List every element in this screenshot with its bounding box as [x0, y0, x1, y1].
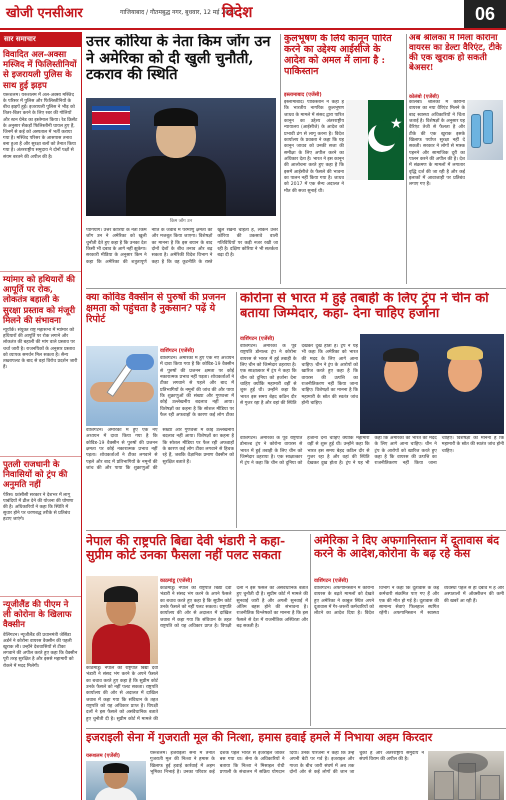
- row-divider: [86, 728, 506, 729]
- dateline: गाजियाबाद / गौतमबुद्ध नगर, बुधवार, 12 मई 2021: [120, 9, 237, 16]
- article-pakistan-body: इस्लामाबाद। पाकिस्तान ने कहा है कि भारतीय नागरिक कुलभूषण जाधव के मामले में संसद द्वारा पारित कानून का उद्देश्य अंतरराष्ट्रीय न्यायालय (आईसीजे) के आदेश को प्रभावी ढंग से लागू करना है। विदेश कार्यालय के प्रवक्ता ने कहा कि यह कानून जाधव को उनकी सजा की समीक्षा के लिए अपील करने का अधिकार देता है। भारत ने इस कानून की आलोचना करते हुए कहा है कि इसमें आईसीजे के फैसले की भावना का पालन नहीं किया गया है। जाधव को 2017 में एक सैन्य अदालत ने मौत की सजा सुनाई थी।: [284, 100, 344, 194]
- star-icon: ★: [390, 116, 403, 132]
- column-divider: [310, 534, 311, 726]
- article-trump-body: वाशिंगटन। अमेरिका के पूर्व राष्ट्रपति डोनाल्ड ट्रंप ने कोरोना वायरस से भारत में हुई तबाही के लिए चीन को जिम्मेदार ठहराया है। एक साक्षात्कार में ट्रंप ने कहा कि चीन को दुनिया को हर्जाना देना चाहिए क्योंकि महामारी वहीं से शुरू हुई थी। उन्होंने कहा कि भारत इस समय बेहद कठिन दौर से गुजर रहा है और वहां की स्थिति देखकर दुख होता है। ट्रंप ने यह भी कहा कि अमेरिका को भारत की मदद के लिए आगे आना चाहिए। चीन ने ट्रंप के आरोपों को खारिज करते हुए कहा है कि वायरस की उत्पत्ति का राजनीतिकरण नहीं किया जाना चाहिए। विशेषज्ञों का मानना है कि महामारी के स्रोत की स्वतंत्र जांच होनी चाहिए।: [240, 436, 504, 467]
- article-vaccine-body-top: वाशिंगटन। अमेरिका में हुए एक नए अध्ययन में दावा किया गया है कि कोविड-19 वैक्सीन से पुरुषों की प्रजनन क्षमता पर कोई नकारात्मक प्रभाव नहीं पड़ता। शोधकर्ताओं ने टीका लगवाने से पहले और बाद में प्रतिभागियों के नमूनों की जांच की और पाया कि शुक्राणुओं की संख्या और गुणवत्ता में कोई उल्लेखनीय बदलाव नहीं आया। विशेषज्ञों का कहना है कि सोशल मीडिया पर फैल रही अफवाहों के कारण कई लोग टीका: [160, 356, 234, 418]
- article-vaccine-body: वाशिंगटन। अमेरिका में हुए एक नए अध्ययन में दावा किया गया है कि कोविड-19 वैक्सीन से पुरुषों की प्रजनन क्षमता पर कोई नकारात्मक प्रभाव नहीं पड़ता। शोधकर्ताओं ने टीका लगवाने से पहले और बाद में प्रतिभागियों के नमूनों की जांच की और पाया कि शुक्राणुओं की संख्या और गुणवत्ता में कोई उल्लेखनीय बदलाव नहीं आया। विशेषज्ञों का कहना है कि सोशल मीडिया पर फैल रही अफवाहों के कारण कई लोग टीका लगवाने से हिचक रहे हैं, जबकि वैज्ञानिक प्रमाण वैक्सीन को सुरक्षित बताते हैं।: [86, 428, 234, 471]
- byline-afghan: वाशिंगटन (एजेंसी): [314, 578, 349, 584]
- article-srilanka-body: कोलंबो। श्रीलंका में कोरोना वायरस का नया वैरिएंट मिलने के बाद स्वास्थ्य अधिकारियों ने चिंता जताई है। विशेषज्ञों के अनुसार यह वैरिएंट तेजी से फैलता है और टीके की एक खुराक इसके खिलाफ पर्याप्त सुरक्षा नहीं दे सकती। सरकार ने लोगों से मास्क पहनने और सामाजिक दूरी का पालन करने की अपील की है। देश में संक्रमण के मामलों में लगातार वृद्धि दर्ज की जा रही है और कई इलाकों में आवाजाही पर प्रतिबंध लगाए गए हैं।: [409, 100, 465, 188]
- sidebar-item-title: पुतली राजधानी के निवासियों को ट्रंप की अनुमति नहीं: [3, 460, 68, 491]
- caption-kim: किम जोंग उन: [169, 219, 193, 224]
- row-divider: [86, 288, 506, 289]
- article-korea-body: प्योंगयांग। उत्तर कोरिया के नेता किम जोंग उन ने अमेरिका को खुली चुनौती देते हुए कहा है कि उनका देश किसी भी दबाव के आगे नहीं झुकेगा। सरकारी मीडिया के अनुसार किम ने कहा कि अमेरिका की शत्रुतापूर्ण नीति के जवाब में परमाणु क्षमता को और मजबूत किया जाएगा। विशेषज्ञों का मानना है कि इस बयान के बाद दोनों देशों के बीच तनाव और बढ़ सकता है। अमेरिकी विदेश विभाग ने कहा है कि वह कूटनीति के रास्ते खुले रखना चाहता है, लेकिन उत्तर कोरिया की उकसावे वाली गतिविधियों पर कड़ी नजर रखी जा रही है। दक्षिण कोरिया ने भी सतर्कता बढ़ा दी है।: [86, 228, 278, 265]
- column-divider: [406, 34, 407, 284]
- headline-pakistan: कुलभूषण के लिये कानून पारित करने का उद्देश्य आईसीजे के आदेश को अमल में लाना है : पाकिस्तान: [284, 34, 392, 77]
- flag-icon: [92, 106, 130, 130]
- sidebar-item-alaqsa: [0, 47, 81, 272]
- sidebar-item-text: पेरिस। फ्रांसीसी सरकार ने देशभर में लागू पाबंदियों में ढील देने की योजना की घोषणा की है। अधिकारियों ने कहा कि स्थिति में सुधार होने पर चरणबद्ध तरीके से प्रतिबंध हटाए जाएंगे।: [3, 492, 74, 523]
- byline-vaccine: वाशिंगटन (एजेंसी): [160, 348, 195, 354]
- article-israel-headline-block: [86, 731, 504, 749]
- sidebar-item-title: विवादित अल-अक्सा मस्जिद में फिलिस्तीनियों से इजरायली पुलिस के साथ हुई झड़प: [3, 50, 77, 91]
- sidebar-item-text: न्यूयॉर्क। संयुक्त राष्ट्र महासभा में म्यांमार को हथियारों की आपूर्ति पर रोक लगाने और लोकतंत्र की बहाली की मांग वाले प्रस्ताव पर चर्चा जारी है। राजनयिकों के अनुसार प्रस्ताव को व्यापक समर्थन मिल सकता है। सैन्य तख्तापलट के बाद से वहां विरोध प्रदर्शन जारी हैं।: [3, 327, 78, 371]
- byline-trump: वाशिंगटन (एजेंसी): [240, 336, 275, 342]
- row-divider: [86, 530, 506, 531]
- masthead: [0, 0, 506, 30]
- headline-srilanka: अब श्रीलंका में मिला कोरोना वायरस का डेल्टा वैरिएंट, टीके की एक खुराक हो सकती बेअसर!: [409, 34, 502, 73]
- article-korea-headline-block: [86, 34, 278, 96]
- sidebar-news-brief: [0, 32, 82, 800]
- column-divider: [236, 292, 237, 528]
- photo-lab-vials: [467, 100, 503, 160]
- headline-trump: कोरोना से भारत में हुई तबाही के लिए ट्रंप ने चीन को बताया जिम्मेदार, कहा- देना चाहिए हर्जाना: [240, 292, 489, 321]
- headline-nepal: नेपाल की राष्ट्रपति बिद्या देवी भंडारी ने कहा- सुप्रीम कोर्ट उनका फैसला नहीं पलट सकता: [86, 534, 286, 563]
- photo-bidya-devi-bhandari: [86, 576, 158, 664]
- section-title: विदेश: [222, 3, 253, 21]
- headline-korea: उत्तर कोरिया के नेता किम जोंग उन ने अमेरिका को दी खुली चुनौती, टकराव की स्थिति: [86, 34, 271, 84]
- sidebar-item-myanmar: [0, 272, 81, 457]
- sidebar-heading: सार समाचार: [0, 32, 81, 47]
- byline-israel: यरूशलम (एजेंसी): [86, 753, 121, 759]
- brand-logo: खोजी एनसीआर: [6, 6, 83, 21]
- article-srilanka-headline-block: [409, 34, 503, 90]
- sidebar-item-text: वेलिंगटन। न्यूजीलैंड की प्रधानमंत्री जेसिंडा अर्डर्न ने कोरोना वायरस वैक्सीन की पहली खुराक ली। उन्होंने देशवासियों से टीका लगवाने की अपील करते हुए कहा कि वैक्सीन पूरी तरह सुरक्षित है और इससे महामारी को रोकने में मदद मिलेगी।: [3, 632, 78, 669]
- byline-srilanka: कोलंबो (एजेंसी): [409, 94, 440, 100]
- article-nepal-headline-block: [86, 534, 308, 574]
- headline-afghan: अमेरिका ने दिए अफगानिस्तान में दूतावास बंद करने के आदेश,कोरोना के बढ़ रहे केस: [314, 534, 500, 560]
- article-vaccine-headline-block: [86, 292, 234, 344]
- photo-trump-xi: [360, 334, 504, 434]
- byline-pakistan: इस्लामाबाद (एजेंसी): [284, 92, 322, 98]
- sidebar-item-title: न्यूजीलैंड की पीएम ने ली कोरोना के खिलाफ वैक्सीन: [3, 600, 72, 631]
- photo-vaccination: [86, 346, 158, 426]
- page-number: 06: [464, 0, 506, 28]
- article-nepal-body: काठमांडू। नेपाल की राष्ट्रपति बिद्या देवी भंडारी ने संसद भंग करने के अपने फैसले का बचाव करते हुए कहा है कि सुप्रीम कोर्ट उनके फैसले को नहीं पलट सकता। राष्ट्रपति कार्यालय की ओर से अदालत में दाखिल जवाब में कहा गया कि संविधान के तहत राष्ट्रपति को यह अधिकार प्राप्त है। विपक्षी दलों ने इस फैसले को असंवैधानिक बताते हुए चुनौती दी है। सुप्रीम कोर्ट में मामले की सुनवाई जारी है और अगली सुनवाई में अंतिम बहस होने की संभावना है। राजनीतिक विश्लेषकों का मानना है कि इस फैसले से देश में राजनीतिक अस्थिरता और बढ़ सकती है।: [160, 586, 308, 629]
- article-afghan-headline-block: [314, 534, 504, 574]
- sidebar-item-text: यरूशलम। यरूशलम में अल-अक्सा मस्जिद के परिसर में पुलिस और फिलिस्तीनियों के बीच झड़पें हुईं। इजरायली पुलिस ने भीड़ को तितर-बितर करने के लिए रबर की गोलियों और स्टन ग्रेनेड का इस्तेमाल किया। रेड क्रिसेंट के अनुसार सैकड़ों फिलिस्तीनी घायल हुए हैं, जिनमें से कई को अस्पताल में भर्ती कराया गया है। मस्जिद परिसर के आसपास तनाव बना हुआ है और सुरक्षा बलों को तैनात किया गया है। अंतरराष्ट्रीय समुदाय ने दोनों पक्षों से संयम बरतने की अपील की है।: [3, 92, 78, 160]
- article-israel-body: यरूशलम। इजराइली सेना में तैनात गुजराती मूल की नित्शा ने हमास के खिलाफ हुई हवाई कार्रवाई में अहम भूमिका निभाई है। उनका परिवार कई दशक पहले भारत से इजराइल जाकर बस गया था। सेना के अधिकारियों ने बताया कि नित्शा ने मिसाइल रोधी प्रणाली के संचालन में सक्रिय योगदान दिया। उनके परिजनों ने कहा कि उन्हें अपनी बेटी पर गर्व है। इजराइल और गाजा के बीच जारी संघर्ष में अब तक दोनों ओर से कई लोगों की जान जा चुकी है और अंतरराष्ट्रीय समुदाय ने संघर्ष विराम की अपील की है।: [150, 751, 424, 775]
- headline-israel: इजराइली सेना में गुजराती मूल की नित्शा, हमास हवाई हमले में निभाया अहम किरदार: [86, 731, 433, 744]
- article-trump-body-top: वाशिंगटन। अमेरिका के पूर्व राष्ट्रपति डोनाल्ड ट्रंप ने कोरोना वायरस से भारत में हुई तबाही के लिए चीन को जिम्मेदार ठहराया है। एक साक्षात्कार में ट्रंप ने कहा कि चीन को दुनिया को हर्जाना देना चाहिए क्योंकि महामारी वहीं से शुरू हुई थी। उन्होंने कहा कि भारत इस समय बेहद कठिन दौर से गुजर रहा है और वहां की स्थिति देखकर दुख होता है। ट्रंप ने यह भी कहा कि अमेरिका को भारत की मदद के लिए आगे आना चाहिए। चीन ने ट्रंप के आरोपों को खारिज करते हुए कहा है कि वायरस की उत्पत्ति का राजनीतिकरण नहीं किया जाना चाहिए। विशेषज्ञों का मानना है कि महामारी के स्रोत की स्वतंत्र जांच होनी चाहिए।: [240, 344, 358, 406]
- byline-nepal: काठमांडू (एजेंसी): [160, 578, 193, 584]
- photo-kim-jong-un: [86, 98, 276, 216]
- article-nepal-body-left: काठमांडू। नेपाल की राष्ट्रपति बिद्या देवी भंडारी ने संसद भंग करने के अपने फैसले का बचाव करते हुए कहा है कि सुप्रीम कोर्ट उनके फैसले को नहीं पलट सकता। राष्ट्रपति कार्यालय की ओर से अदालत में दाखिल जवाब में कहा गया कि संविधान के तहत राष्ट्रपति को यह अधिकार प्राप्त है। विपक्षी दलों ने इस फैसले को असंवैधानिक बताते हुए चुनौती दी है। सुप्रीम कोर्ट में मामले की: [86, 666, 158, 722]
- article-afghan-body: वाशिंगटन। अफगानिस्तान में कोरोना वायरस के बढ़ते मामलों को देखते हुए अमेरिका ने काबुल स्थित अपने दूतावास में गैर-जरूरी कर्मचारियों को लौटने का आदेश दिया है। विदेश विभाग ने कहा कि दूतावास के कई कर्मचारी संक्रमित पाए गए हैं और एक की मौत हो गई है। दूतावास की सामान्य सेवाएं फिलहाल स्थगित रहेंगी। अफगानिस्तान में स्वास्थ्य व्यवस्था पहले से ही दबाव में है और अस्पतालों में ऑक्सीजन की कमी की खबरें आ रही हैं।: [314, 586, 504, 617]
- sidebar-item-title: म्यांमार को हथियारों की आपूर्ति पर रोक, लोकतंत्र बहाली के सुरक्षा प्रस्ताव को मंजूरी मिलने की संभावना: [3, 275, 76, 326]
- article-pakistan-headline-block: [284, 34, 404, 88]
- column-divider: [280, 34, 281, 284]
- photo-nitsha: [86, 761, 146, 800]
- sidebar-item-paris: [0, 457, 81, 597]
- article-trump-headline-block: [240, 292, 504, 332]
- photo-gaza-strike: [428, 751, 504, 800]
- photo-pakistan-flag: [346, 100, 404, 180]
- sidebar-item-newzealand: [0, 597, 81, 793]
- headline-vaccine: क्या कोविड वैक्सीन से पुरुषों की प्रजनन क्षमता को पहुंचता है नुकसान? पढ़ें ये रिपोर्ट: [86, 292, 226, 326]
